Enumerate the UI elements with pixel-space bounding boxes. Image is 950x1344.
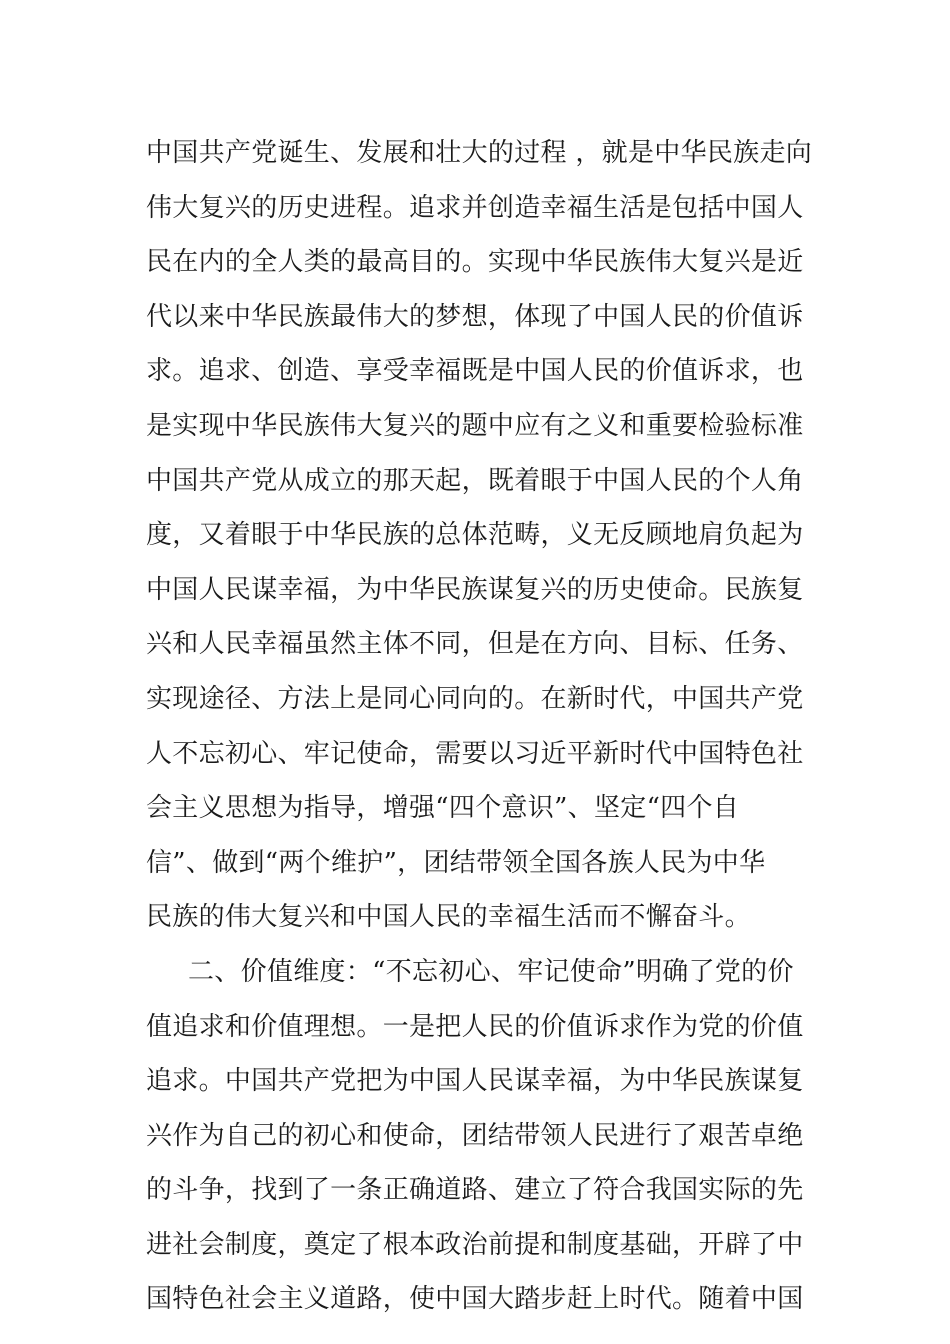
text-line: 兴和人民幸福虽然主体不同，但是在方向、目标、任务、 bbox=[146, 629, 804, 660]
text-line: 中国共产党诞生、发展和壮大的过程 ，就是中华民族走向 bbox=[146, 138, 813, 168]
text-line: 信”、做到“两个维护”，团结带领全国各族人民为中华 bbox=[146, 847, 766, 878]
text-line: 的斗争，找到了一条正确道路、建立了符合我国实际的先 bbox=[146, 1175, 804, 1206]
text-line: 兴作为自己的初心和使命，团结带领人民进行了艰苦卓绝 bbox=[146, 1120, 804, 1151]
text-line: 求。追求、创造、享受幸福既是中国人民的价值诉求，也 bbox=[146, 356, 804, 387]
text-line: 是实现中华民族伟大复兴的题中应有之义和重要检验标准 bbox=[146, 410, 804, 441]
text-line: 人不忘初心、牢记使命，需要以习近平新时代中国特色社 bbox=[146, 738, 804, 769]
text-line: 民在内的全人类的最高目的。实现中华民族伟大复兴是近 bbox=[146, 247, 804, 278]
text-line: 会主义思想为指导，增强“四个意识”、坚定“四个自 bbox=[146, 793, 740, 824]
text-line: 值追求和价值理想。一是把人民的价值诉求作为党的价值 bbox=[146, 1011, 804, 1042]
body-text bbox=[146, 126, 826, 1327]
text-line: 民族的伟大复兴和中国人民的幸福生活而不懈奋斗。 bbox=[146, 902, 751, 933]
text-line: 国特色社会主义道路，使中国大踏步赶上时代。随着中国 bbox=[146, 1284, 804, 1315]
text-line: 代以来中华民族最伟大的梦想，体现了中国人民的价值诉 bbox=[146, 301, 804, 332]
section-heading-line: 二、价值维度：“不忘初心、牢记使命”明确了党的价 bbox=[188, 956, 794, 987]
text-line: 中国人民谋幸福，为中华民族谋复兴的历史使命。民族复 bbox=[146, 574, 804, 605]
text-line: 度，又着眼于中华民族的总体范畴，义无反顾地肩负起为 bbox=[146, 520, 804, 551]
text-line: 进社会制度，奠定了根本政治前提和制度基础，开辟了中 bbox=[146, 1229, 804, 1260]
text-line: 伟大复兴的历史进程。追求并创造幸福生活是包括中国人 bbox=[146, 192, 804, 223]
text-line: 追求。中国共产党把为中国人民谋幸福，为中华民族谋复 bbox=[146, 1066, 804, 1097]
text-line: 实现途径、方法上是同心同向的。在新时代，中国共产党 bbox=[146, 683, 804, 714]
text-line: 中国共产党从成立的那天起，既着眼于中国人民的个人角 bbox=[146, 465, 804, 496]
